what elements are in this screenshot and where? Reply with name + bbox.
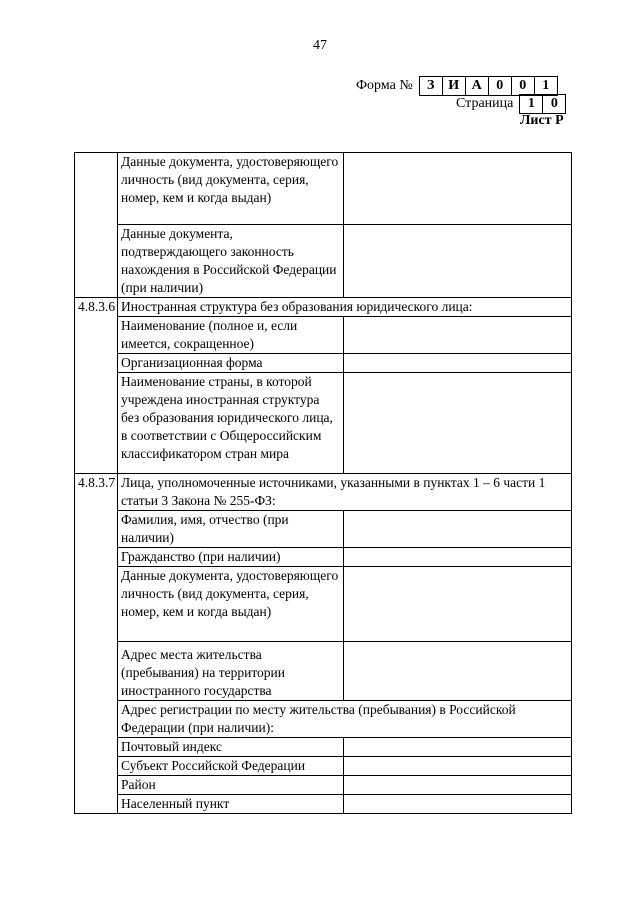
field-label: Фамилия, имя, отчество (при наличии) [118, 511, 344, 548]
table-row [75, 373, 572, 474]
table-row [75, 225, 572, 298]
section-code: 4.8.3.6 [75, 298, 118, 474]
field-label: Почтовый индекс [118, 738, 344, 757]
field-value[interactable] [344, 642, 572, 701]
sheet-label: Лист Р [520, 113, 564, 128]
form-number [356, 76, 558, 96]
field-value[interactable] [344, 548, 572, 567]
section-title: Иностранная структура без образования юридического лица: [118, 298, 572, 317]
field-value[interactable] [344, 567, 572, 642]
table-row [75, 567, 572, 642]
page-cells [519, 94, 566, 114]
field-label: Гражданство (при наличии) [118, 548, 344, 567]
field-label: Субъект Российской Федерации [118, 757, 344, 776]
field-label: Данные документа, удостоверяющего личность (вид документа, серия, номер, кем и когда выдан) [118, 567, 344, 642]
field-value[interactable] [344, 153, 572, 225]
page-number: 47 [313, 38, 327, 53]
table-row [75, 642, 572, 701]
field-label: Данные документа, удостоверяющего личность (вид документа, серия, номер, кем и когда выдан) [118, 153, 344, 225]
table-row [75, 317, 572, 354]
page-cell: 0 [542, 95, 565, 113]
table-row [75, 153, 572, 225]
field-value[interactable] [344, 738, 572, 757]
table-row [75, 757, 572, 776]
field-value[interactable] [344, 757, 572, 776]
form-number-label: Форма № [356, 78, 413, 93]
form-cell: И [442, 77, 465, 95]
table-row [75, 795, 572, 814]
page-field-label: Страница [456, 96, 514, 111]
field-label: Наименование (полное и, если имеется, сокращенное) [118, 317, 344, 354]
form-cell: 0 [488, 77, 511, 95]
page-field [456, 94, 566, 114]
field-label: Населенный пункт [118, 795, 344, 814]
field-label: Данные документа, подтверждающего законность нахождения в Российской Федерации (при наличии) [118, 225, 344, 298]
table-row [75, 738, 572, 757]
field-value[interactable] [344, 317, 572, 354]
table-row [75, 354, 572, 373]
section-row [75, 298, 572, 317]
form-table [74, 152, 572, 814]
field-label: Организационная форма [118, 354, 344, 373]
form-number-cells [419, 76, 558, 96]
table-row [75, 511, 572, 548]
table-row [75, 701, 572, 738]
form-cell: 0 [511, 77, 534, 95]
field-value[interactable] [344, 354, 572, 373]
section-title: Лица, уполномоченные источниками, указанными в пунктах 1 – 6 части 1 статьи 3 Закона № 255-ФЗ: [118, 474, 572, 511]
code-cell [75, 153, 118, 298]
field-value[interactable] [344, 776, 572, 795]
table-row [75, 548, 572, 567]
field-label: Район [118, 776, 344, 795]
field-label-wide: Адрес регистрации по месту жительства (пребывания) в Российской Федерации (при наличии): [118, 701, 572, 738]
field-label: Адрес места жительства (пребывания) на территории иностранного государства [118, 642, 344, 701]
form-cell: А [465, 77, 488, 95]
field-value[interactable] [344, 225, 572, 298]
section-code: 4.8.3.7 [75, 474, 118, 814]
table-row [75, 776, 572, 795]
form-cell: З [426, 78, 435, 93]
field-label: Наименование страны, в которой учреждена иностранная структура без образования юридического лица, в соответствии с Общероссийским классификатором стран мира [118, 373, 344, 474]
page-cell: 1 [527, 96, 535, 111]
field-value[interactable] [344, 511, 572, 548]
field-value[interactable] [344, 795, 572, 814]
field-value[interactable] [344, 373, 572, 474]
form-cell: 1 [534, 77, 557, 95]
section-row [75, 474, 572, 511]
